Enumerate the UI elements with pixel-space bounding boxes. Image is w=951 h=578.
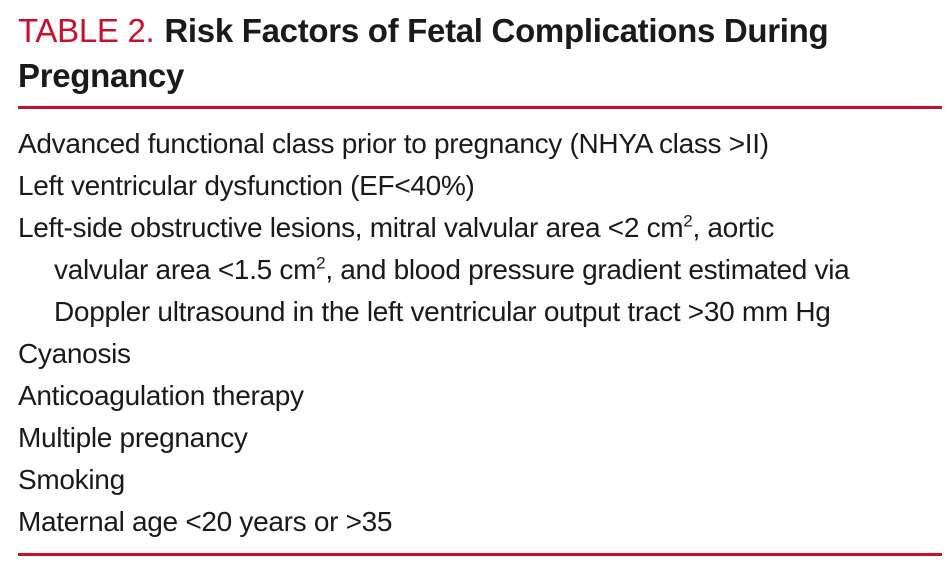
table-heading: Risk Factors of Fetal Complications During Pregnancy [18,12,829,94]
list-item-line: valvular area <1.5 cm [54,254,317,285]
list-item: Anticoagulation therapy [18,380,304,411]
table-label: TABLE 2. [18,12,155,49]
list-item-line: , aortic [692,212,775,243]
table-title [18,8,942,98]
superscript: 2 [316,253,326,273]
list-item: Multiple pregnancy [18,422,248,453]
list-item-line: Doppler ultrasound in the left ventricular output tract >30 mm Hg [54,296,831,327]
list-item: Left ventricular dysfunction (EF<40%) [18,170,475,201]
list-item [18,207,942,333]
table-figure [18,8,942,556]
superscript: 2 [683,211,693,231]
risk-factor-list [18,109,942,543]
list-item: Cyanosis [18,338,131,369]
list-item: Smoking [18,464,125,495]
bottom-rule [18,553,942,556]
list-item: Maternal age <20 years or >35 [18,506,393,537]
list-item-line: Left-side obstructive lesions, mitral valvular area <2 cm [18,212,684,243]
list-item-line: , and blood pressure gradient estimated via [325,254,850,285]
list-item: Advanced functional class prior to pregnancy (NHYA class >II) [18,128,769,159]
